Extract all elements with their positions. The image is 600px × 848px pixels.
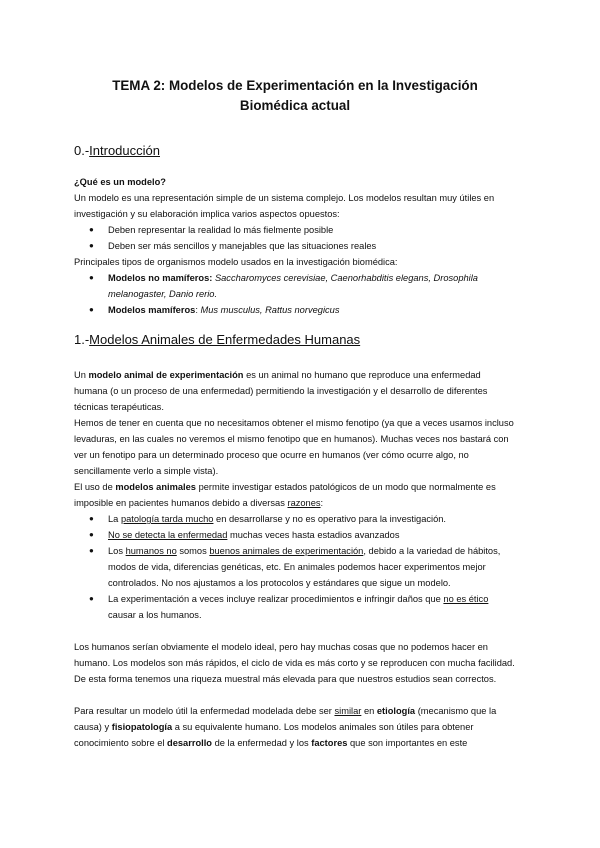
section-0-number: 0.-	[74, 143, 90, 158]
underlined-term: patología tarda mucho	[120, 514, 214, 524]
document-title	[74, 76, 516, 116]
bold-term: fisiopatología	[111, 722, 173, 732]
title-line-1: TEMA 2: Modelos de Experimentación en la Investigación	[112, 78, 478, 93]
bold-term: factores	[311, 738, 348, 748]
non-mammal-label: Modelos no mamíferos	[108, 273, 210, 283]
underlined-term: buenos animales de experimentación	[209, 546, 364, 556]
list-item: ● Los humanos no somos buenos animales de experimentación, debido a la variedad de hábitos, modos de vida, diferencias genéticas, etc. En animales podemos hacer experimentos mejor controlados. No nos ajustamos a los protocolos y estándares que sigue un modelo.	[74, 543, 516, 591]
section-1-heading	[74, 331, 516, 349]
underlined-term: humanos no	[125, 546, 177, 556]
organisms-list	[74, 270, 516, 318]
list-item: ● La experimentación a veces incluye realizar procedimientos e infringir daños que no es ético causar a los humanos.	[74, 591, 516, 623]
mammal-label: Modelos mamíferos	[108, 305, 196, 315]
list-item: ● La patología tarda mucho en desarrollarse y no es operativo para la investigación.	[74, 511, 516, 527]
list-item: ● Deben ser más sencillos y manejables que las situaciones reales	[74, 238, 516, 254]
ideal-model-paragraph: Los humanos serían obviamente el modelo ideal, pero hay muchas cosas que no podemos hacer en humano. Los modelos son más rápidos, el ciclo de vida es más corto y se reproducen con mucha facilidad. De esta forma tenemos una riqueza muestral más elevada para que nuestros estudios sean correctos.	[74, 642, 515, 684]
mammal-species: Mus musculus, Rattus norvegicus	[200, 305, 340, 315]
section-1-title: Modelos Animales de Enfermedades Humanas	[89, 332, 361, 347]
non-mammal-species: Saccharomyces cerevisiae, Caenorhabditis elegans, Drosophila melanogaster, Danio rerio.	[108, 273, 478, 299]
list-item: ● Modelos no mamíferos: Saccharomyces cerevisiae, Caenorhabditis elegans, Drosophila melanogaster, Danio rerio.	[74, 270, 516, 302]
underlined-term: razones	[287, 498, 321, 508]
bold-term: etiología	[376, 706, 416, 716]
section-0-title: Introducción	[89, 143, 160, 158]
intro-bullets	[74, 222, 516, 254]
list-item: ● No se detecta la enfermedad muchas veces hasta estadios avanzados	[74, 527, 516, 543]
title-line-2: Biomédica actual	[239, 98, 351, 113]
question-text: ¿Qué es un modelo?	[74, 177, 166, 187]
question-heading	[74, 174, 516, 190]
underlined-term: No se detecta la enfermedad	[108, 530, 228, 540]
section-0-heading	[74, 142, 516, 160]
list-item: ● Modelos mamíferos: Mus musculus, Rattus norvegicus	[74, 302, 516, 318]
phenotype-paragraph: Hemos de tener en cuenta que no necesitamos obtener el mismo fenotipo (ya que a veces usamos incluso levaduras, en las cuales no veremos el mismo fenotipo que en humanos). Muchas veces nos bastará con ver un fenotipo para un determinado proceso que ocurre en humanos (ver cómo ocurre algo, no sencillamente verlo a simple vista).	[74, 418, 514, 476]
list-item: ● Deben representar la realidad lo más fielmente posible	[74, 222, 516, 238]
intro-paragraph: Un modelo es una representación simple de un sistema complejo. Los modelos resultan muy útiles en investigación y su elaboración implica varios aspectos opuestos:	[74, 193, 495, 219]
bold-term: modelo animal de experimentación	[88, 370, 244, 380]
usage-paragraph: El uso de modelos animales permite investigar estados patológicos de un modo que normalmente es imposible en pacientes humanos debido a diversas razones:	[74, 482, 496, 508]
underlined-term: no es ético	[443, 594, 489, 604]
underlined-term: similar	[334, 706, 362, 716]
reasons-list	[74, 511, 516, 623]
bold-term: desarrollo	[167, 738, 212, 748]
organisms-paragraph: Principales tipos de organismos modelo usados en la investigación biomédica:	[74, 257, 398, 267]
definition-paragraph: Un modelo animal de experimentación es un animal no humano que reproduce una enfermedad humana (o un proceso de una enfermedad) permitiendo la investigación y el desarrollo de diferentes técnicas terapéuticas.	[74, 370, 488, 412]
section-1-number: 1.-	[74, 332, 90, 347]
useful-model-paragraph: Para resultar un modelo útil la enfermedad modelada debe ser similar en etiología (mecanismo que la causa) y fisiopatología a su equivalente humano. Los modelos animales son útiles para obtener conocimiento sobre el desarrollo de la enfermedad y los factores que son importantes en este	[74, 706, 497, 748]
bold-term: modelos animales	[115, 482, 196, 492]
